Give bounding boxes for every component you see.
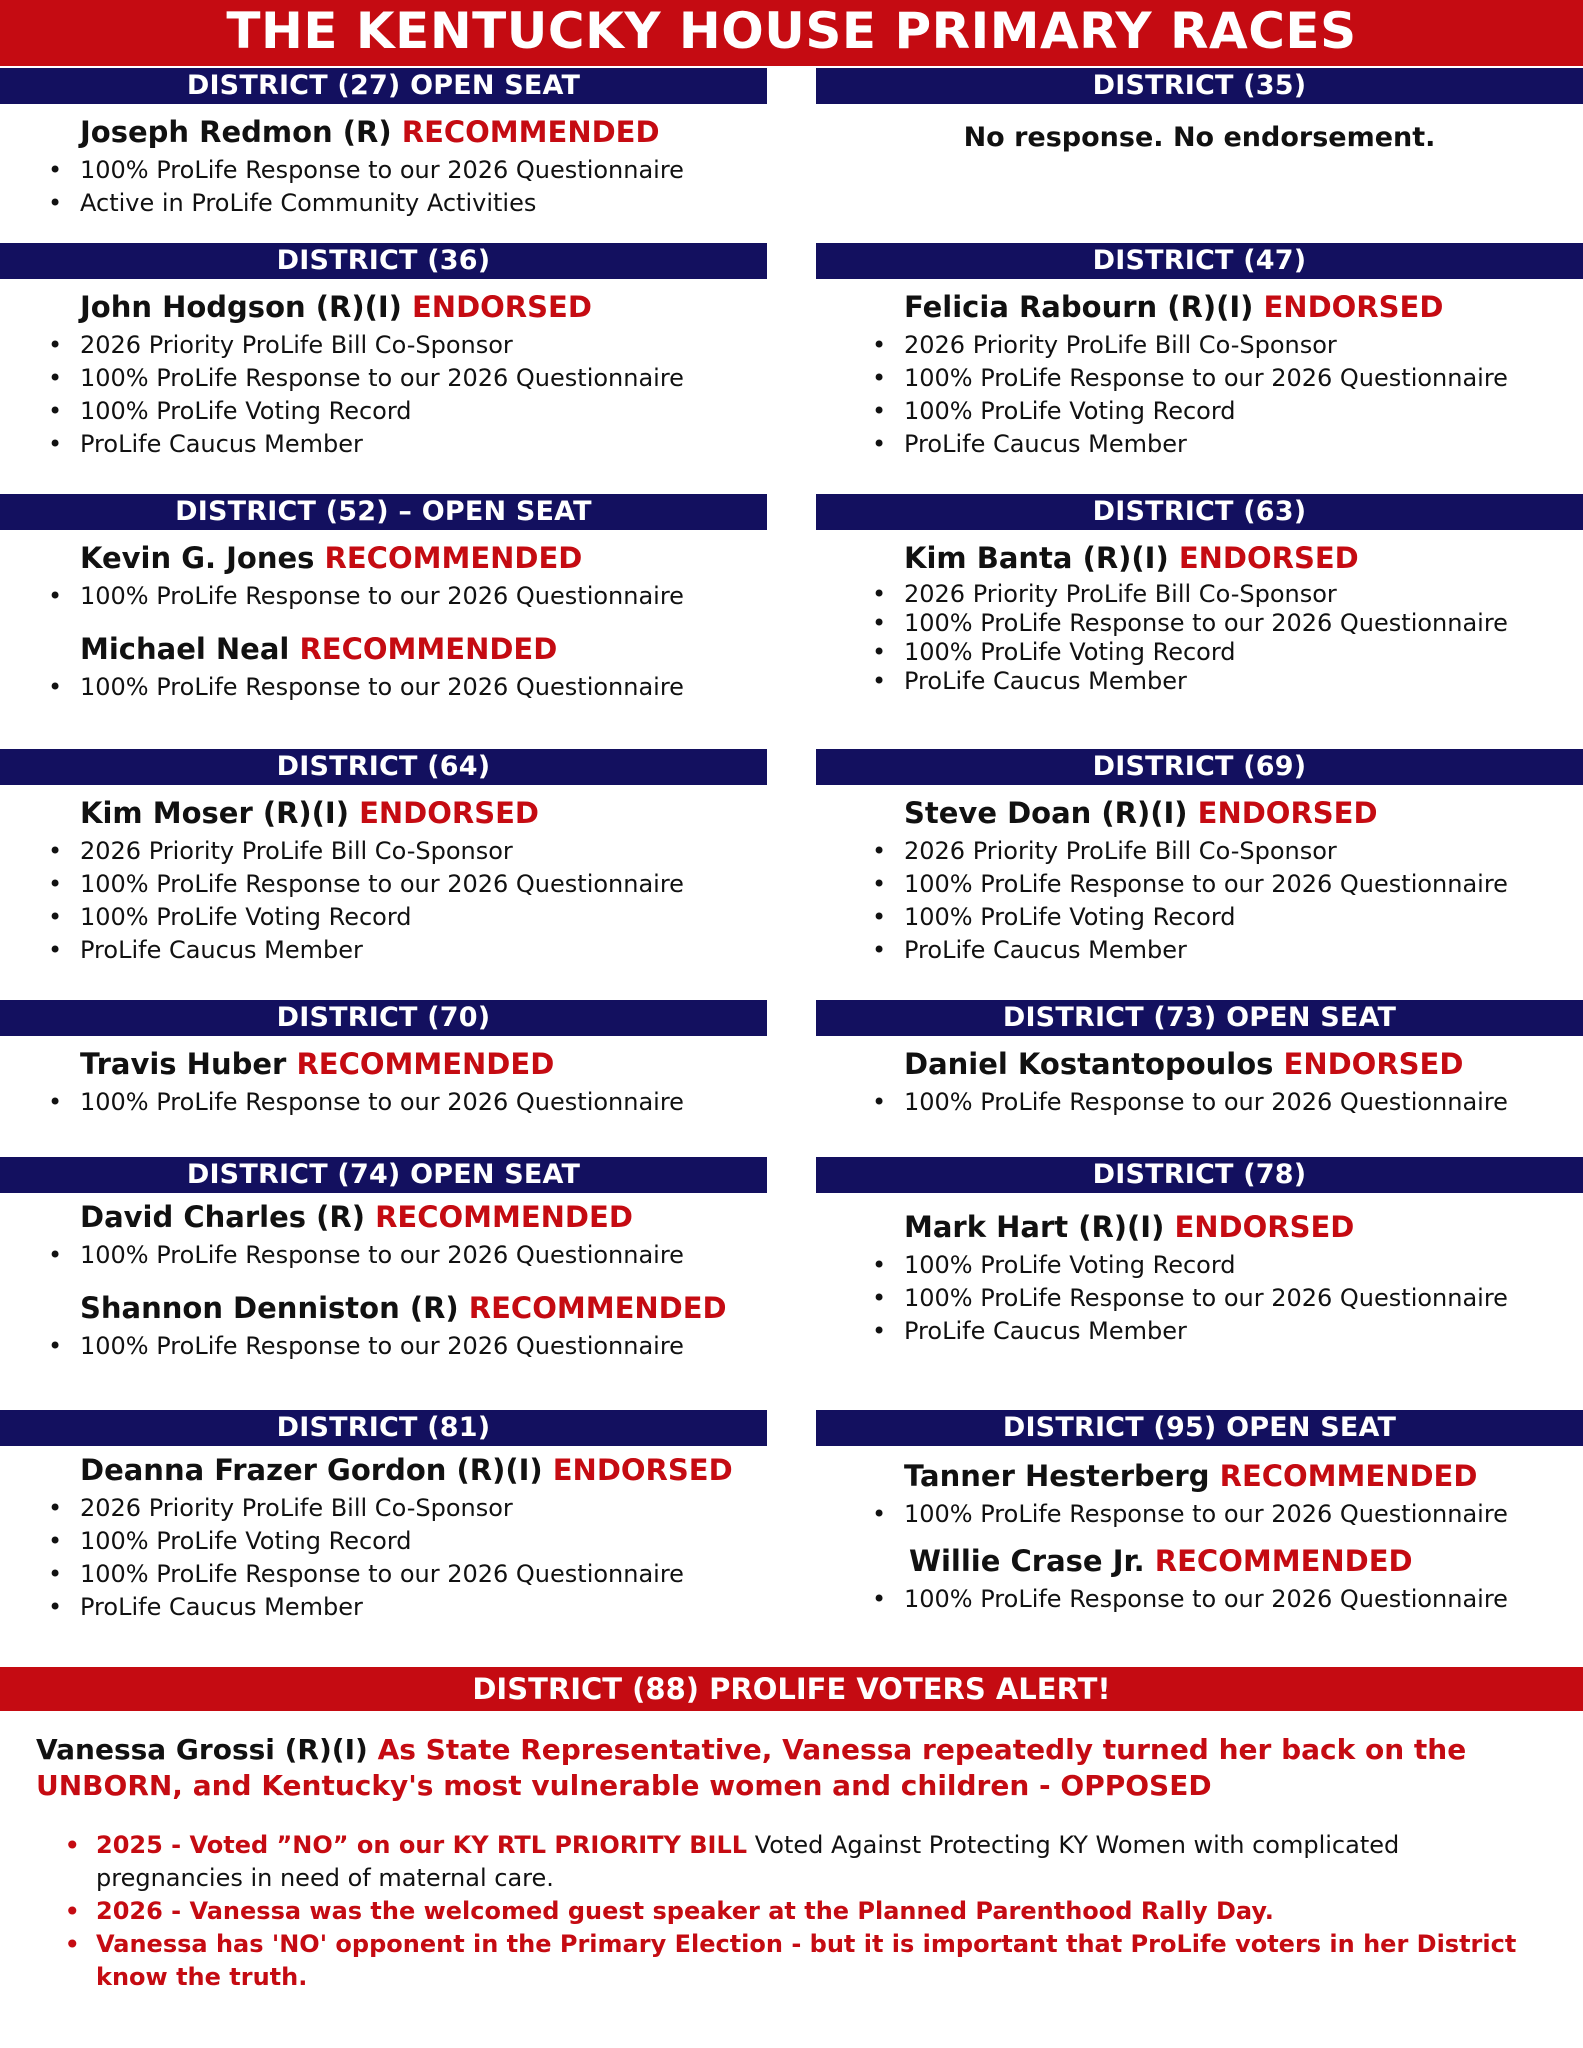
bullet-list <box>80 671 767 704</box>
list-item: • Vanessa has 'NO' opponent in the Primary Election - but it is important that ProLife voters in her District know the truth. <box>96 1928 1546 1994</box>
district-header: DISTRICT (35) <box>816 68 1583 104</box>
list-item: • 2026 Priority ProLife Bill Co-Sponsor <box>904 580 1583 609</box>
candidate-status: ENDORSED <box>411 290 592 324</box>
district-header: DISTRICT (47) <box>816 243 1583 279</box>
list-item: • 100% ProLife Response to our 2026 Questionnaire <box>904 1282 1583 1315</box>
candidate-status: ENDORSED <box>1283 1047 1464 1081</box>
district-36 <box>0 243 767 461</box>
candidate-status: ENDORSED <box>1178 541 1359 575</box>
district-27 <box>0 68 767 220</box>
candidate-name: Felicia Rabourn (R)(I) ENDORSED <box>904 290 1444 324</box>
district-78 <box>816 1157 1583 1348</box>
list-item: • 100% ProLife Response to our 2026 Questionnaire <box>80 671 767 704</box>
list-item: • 100% ProLife Voting Record <box>904 901 1583 934</box>
list-item: • 2025 - Voted ”NO” on our KY RTL PRIORITY BILL Voted Against Protecting KY Women with complicated pregnancies in need of maternal care. <box>96 1829 1546 1895</box>
candidate <box>0 795 767 967</box>
candidate <box>816 1046 1583 1119</box>
district-64 <box>0 749 767 967</box>
district-header: DISTRICT (52) – OPEN SEAT <box>0 494 767 530</box>
candidate-name: Willie Crase Jr. RECOMMENDED <box>909 1544 1413 1578</box>
list-item: • ProLife Caucus Member <box>904 667 1583 696</box>
no-response-note: No response. No endorsement. <box>963 122 1436 153</box>
district-95 <box>816 1410 1583 1616</box>
candidate-status: ENDORSED <box>1197 796 1378 830</box>
candidate <box>0 1290 767 1363</box>
list-item: • 2026 Priority ProLife Bill Co-Sponsor <box>904 835 1583 868</box>
bullet-list <box>80 329 767 461</box>
list-item: • 2026 Priority ProLife Bill Co-Sponsor <box>80 835 767 868</box>
list-item: • Active in ProLife Community Activities <box>80 187 767 220</box>
district-header: DISTRICT (74) OPEN SEAT <box>0 1157 767 1193</box>
list-item: • 100% ProLife Response to our 2026 Questionnaire <box>80 154 767 187</box>
candidate <box>0 1452 767 1624</box>
list-item: • 100% ProLife Response to our 2026 Questionnaire <box>904 1498 1583 1531</box>
list-item: • ProLife Caucus Member <box>904 1315 1583 1348</box>
candidate-name: Michael Neal RECOMMENDED <box>80 632 558 666</box>
alert-statement <box>36 1732 1556 1804</box>
list-item: • ProLife Caucus Member <box>80 934 767 967</box>
district-52 <box>0 494 767 704</box>
list-item: • ProLife Caucus Member <box>80 428 767 461</box>
list-item: • 2026 Priority ProLife Bill Co-Sponsor <box>80 1492 767 1525</box>
bullet-list <box>80 154 767 220</box>
district-35 <box>816 68 1583 153</box>
list-item: • ProLife Caucus Member <box>904 428 1583 461</box>
candidate-name: David Charles (R) RECOMMENDED <box>80 1200 633 1234</box>
candidate-status: RECOMMENDED <box>1154 1544 1413 1578</box>
page-title: THE KENTUCKY HOUSE PRIMARY RACES <box>0 0 1583 66</box>
district-header: DISTRICT (64) <box>0 749 767 785</box>
candidate-status: ENDORSED <box>359 796 539 830</box>
candidate <box>816 1458 1583 1531</box>
candidate-name: John Hodgson (R)(I) ENDORSED <box>80 290 592 324</box>
candidate <box>816 289 1583 461</box>
candidate <box>0 631 767 704</box>
bullet-list <box>904 580 1583 696</box>
alert-candidate-name: Vanessa Grossi (R)(I) <box>36 1733 368 1766</box>
list-item: • 100% ProLife Response to our 2026 Questionnaire <box>904 362 1583 395</box>
bullet-list <box>904 1498 1583 1531</box>
candidate <box>0 114 767 220</box>
district-81 <box>0 1410 767 1624</box>
candidate-status: RECOMMENDED <box>375 1200 633 1234</box>
candidate-name: Mark Hart (R)(I) ENDORSED <box>904 1210 1355 1244</box>
bullet-list <box>904 835 1583 967</box>
candidate-name: Shannon Denniston (R) RECOMMENDED <box>80 1291 727 1325</box>
district-69 <box>816 749 1583 967</box>
district-header: DISTRICT (73) OPEN SEAT <box>816 1000 1583 1036</box>
bullet-list <box>904 1086 1583 1119</box>
candidate <box>816 540 1583 696</box>
candidate <box>0 1046 767 1119</box>
list-item: • 2026 - Vanessa was the welcomed guest speaker at the Planned Parenthood Rally Day. <box>96 1895 1546 1928</box>
list-item: • 100% ProLife Response to our 2026 Questionnaire <box>80 1086 767 1119</box>
list-item: • 100% ProLife Response to our 2026 Questionnaire <box>904 1086 1583 1119</box>
bullet-list <box>80 1086 767 1119</box>
candidate-status: RECOMMENDED <box>299 632 558 666</box>
list-item: • 100% ProLife Response to our 2026 Questionnaire <box>904 609 1583 638</box>
list-item: • 2026 Priority ProLife Bill Co-Sponsor <box>80 329 767 362</box>
candidate-status: RECOMMENDED <box>468 1291 727 1325</box>
candidate-name: Steve Doan (R)(I) ENDORSED <box>904 796 1378 830</box>
list-item: • 100% ProLife Response to our 2026 Questionnaire <box>80 868 767 901</box>
list-item: • 100% ProLife Voting Record <box>904 395 1583 428</box>
list-item: • 100% ProLife Voting Record <box>904 638 1583 667</box>
candidate-status: ENDORSED <box>1174 1210 1355 1244</box>
bullet-list <box>80 1239 767 1272</box>
district-63 <box>816 494 1583 696</box>
alert-list <box>96 1829 1546 1994</box>
candidate <box>816 795 1583 967</box>
candidate-status: RECOMMENDED <box>324 541 583 575</box>
candidate-status: ENDORSED <box>1263 290 1444 324</box>
candidate-status: RECOMMENDED <box>1219 1459 1478 1493</box>
district-header: DISTRICT (81) <box>0 1410 767 1446</box>
list-item: • 100% ProLife Response to our 2026 Questionnaire <box>80 1239 767 1272</box>
list-item: • 100% ProLife Voting Record <box>80 901 767 934</box>
list-item: • 2026 Priority ProLife Bill Co-Sponsor <box>904 329 1583 362</box>
district-header: DISTRICT (27) OPEN SEAT <box>0 68 767 104</box>
bullet-list <box>904 1249 1583 1348</box>
bullet-list <box>80 1492 767 1624</box>
candidate <box>816 1209 1583 1348</box>
candidate-name: Kevin G. Jones RECOMMENDED <box>80 541 583 575</box>
candidate-name: Kim Moser (R)(I) ENDORSED <box>80 796 539 830</box>
district-header: DISTRICT (95) OPEN SEAT <box>816 1410 1583 1446</box>
candidate-name: Kim Banta (R)(I) ENDORSED <box>904 541 1359 575</box>
bullet-list <box>904 1583 1583 1616</box>
candidate <box>816 1543 1583 1616</box>
candidate-status: RECOMMENDED <box>401 115 660 149</box>
list-item: • 100% ProLife Voting Record <box>80 395 767 428</box>
district-47 <box>816 243 1583 461</box>
bullet-list <box>80 835 767 967</box>
candidate-status: ENDORSED <box>552 1453 733 1487</box>
candidate <box>0 540 767 613</box>
bullet-list <box>904 329 1583 461</box>
list-item: • 100% ProLife Response to our 2026 Questionnaire <box>904 1583 1583 1616</box>
list-item: • 100% ProLife Response to our 2026 Questionnaire <box>80 1330 767 1363</box>
bullet-list <box>80 1330 767 1363</box>
district-header: DISTRICT (78) <box>816 1157 1583 1193</box>
district-70 <box>0 1000 767 1119</box>
candidate-name: Daniel Kostantopoulos ENDORSED <box>904 1047 1464 1081</box>
list-item: • 100% ProLife Voting Record <box>80 1525 767 1558</box>
district-74 <box>0 1157 767 1363</box>
candidate-name: Joseph Redmon (R) RECOMMENDED <box>80 115 660 149</box>
bullet-list <box>80 580 767 613</box>
candidate-name: Deanna Frazer Gordon (R)(I) ENDORSED <box>80 1453 733 1487</box>
list-item: • 100% ProLife Voting Record <box>904 1249 1583 1282</box>
list-item: • 100% ProLife Response to our 2026 Questionnaire <box>80 1558 767 1591</box>
list-item: • 100% ProLife Response to our 2026 Questionnaire <box>80 580 767 613</box>
list-item: • 100% ProLife Response to our 2026 Questionnaire <box>80 362 767 395</box>
candidate-name: Tanner Hesterberg RECOMMENDED <box>904 1459 1478 1493</box>
alert-header: DISTRICT (88) PROLIFE VOTERS ALERT! <box>0 1667 1583 1711</box>
candidate-status: RECOMMENDED <box>296 1047 555 1081</box>
district-header: DISTRICT (36) <box>0 243 767 279</box>
list-item: • 100% ProLife Response to our 2026 Questionnaire <box>904 868 1583 901</box>
district-header: DISTRICT (70) <box>0 1000 767 1036</box>
list-item: • ProLife Caucus Member <box>80 1591 767 1624</box>
candidate <box>0 289 767 461</box>
district-73 <box>816 1000 1583 1119</box>
candidate-name: Travis Huber RECOMMENDED <box>80 1047 555 1081</box>
district-header: DISTRICT (69) <box>816 749 1583 785</box>
alert-statement-text: As State Representative, Vanessa repeatedly turned her back on the UNBORN, and Kentucky's most vulnerable women and children - OPPOSED <box>36 1733 1467 1802</box>
district-header: DISTRICT (63) <box>816 494 1583 530</box>
candidate <box>0 1199 767 1272</box>
list-item: • ProLife Caucus Member <box>904 934 1583 967</box>
